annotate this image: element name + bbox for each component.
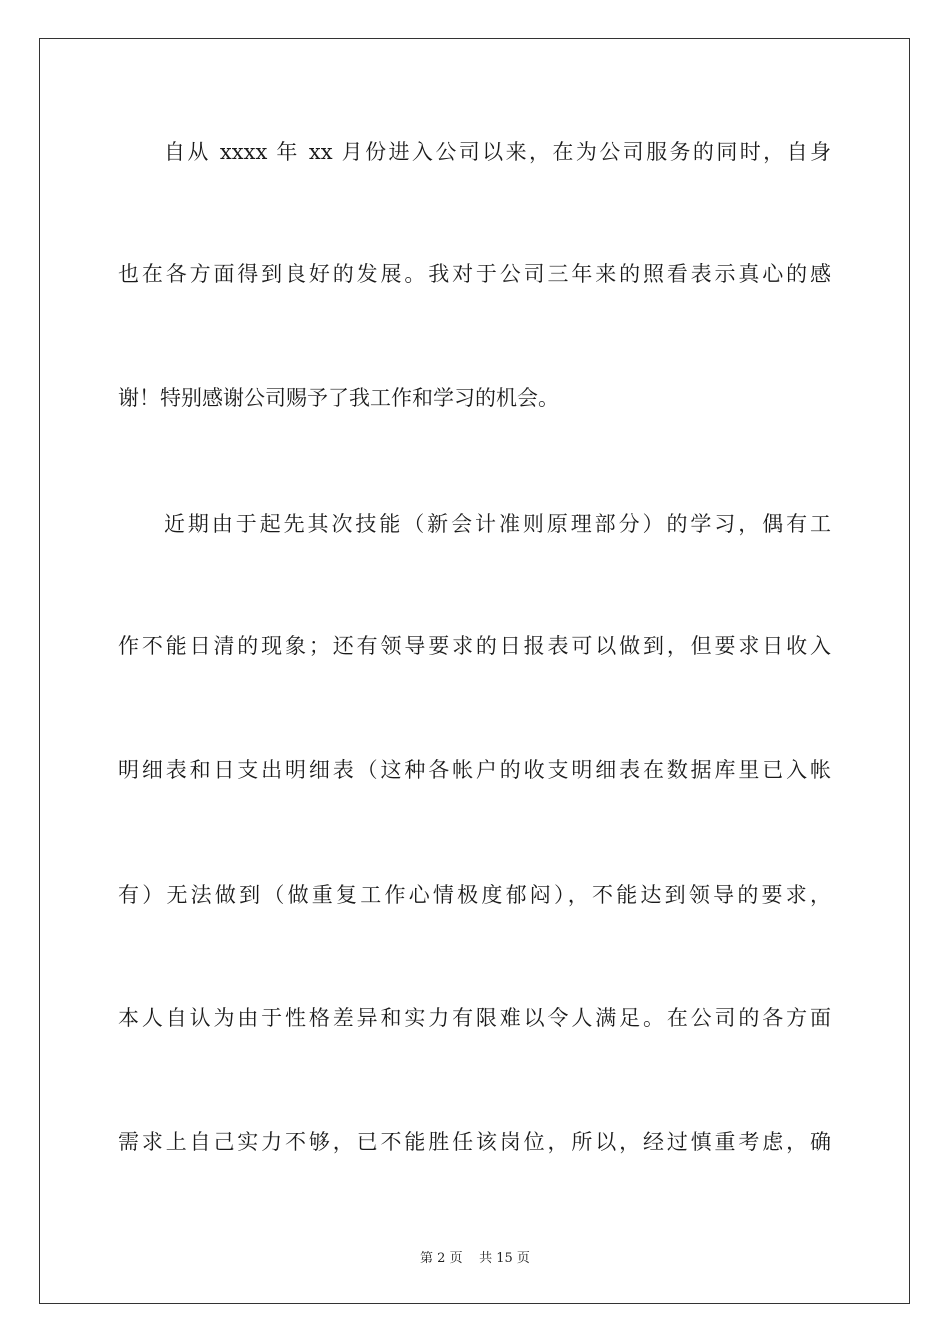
paragraph-line: 自从 xxxx 年 xx 月份进入公司以来，在为公司服务的同时，自身	[164, 140, 831, 164]
page-footer	[0, 1247, 950, 1266]
page-total: 共 15 页	[479, 1251, 530, 1266]
paragraph-line: 作不能日清的现象；还有领导要求的日报表可以做到，但要求日收入	[118, 634, 831, 658]
paragraph-line: 明细表和日支出明细表（这种各帐户的收支明细表在数据库里已入帐	[118, 758, 831, 782]
paragraph-line: 也在各方面得到良好的发展。我对于公司三年来的照看表示真心的感	[118, 262, 831, 286]
paragraph-line: 有）无法做到（做重复工作心情极度郁闷），不能达到领导的要求，	[118, 883, 831, 907]
paragraph-line: 本人自认为由于性格差异和实力有限难以令人满足。在公司的各方面	[118, 1006, 831, 1030]
page-border	[39, 38, 910, 1304]
paragraph-line: 需求上自己实力不够，已不能胜任该岗位，所以，经过慎重考虑，确	[118, 1130, 831, 1154]
paragraph-line: 近期由于起先其次技能（新会计准则原理部分）的学习，偶有工	[164, 512, 831, 536]
paragraph-line: 谢！特别感谢公司赐予了我工作和学习的机会。	[118, 386, 559, 410]
page-number: 第 2 页	[420, 1251, 463, 1266]
